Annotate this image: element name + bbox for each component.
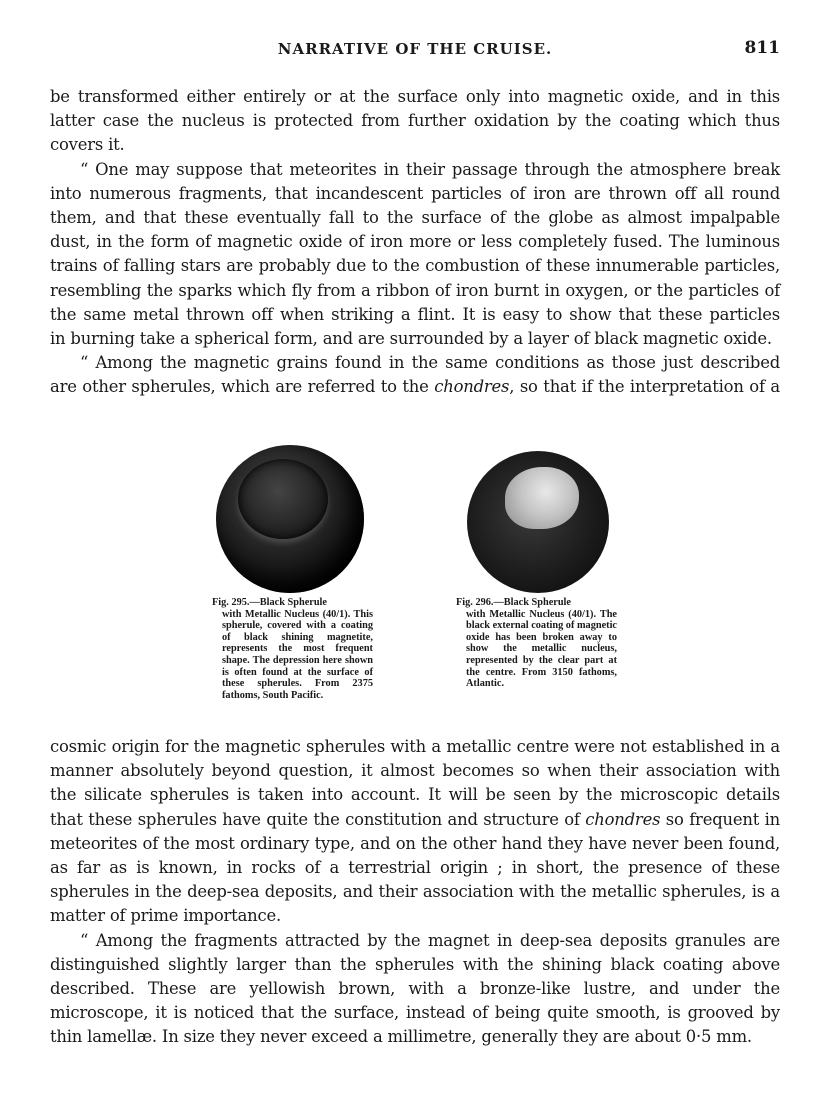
text-line: “ Among the fragments attracted by the magnet in deep-sea deposits granules are [80,930,780,950]
text-line: “ Among the magnetic grains found in the same conditions as those just described [80,353,780,373]
text-line: resembling the sparks which fly from a ribbon of iron burnt in oxygen, or the particles of [50,280,780,300]
text-line: as far as is known, in rocks of a terrestrial origin ; in short, the presence of these [50,858,780,878]
figure-295 [216,445,364,593]
text-line: into numerous fragments, that incandescent particles of iron are thrown off all round [50,183,780,203]
text-line: manner absolutely beyond question, it almost becomes so when their association with [50,761,780,781]
figure-296 [467,451,609,593]
text-line: be transformed either entirely or at the surface only into magnetic oxide, and in this [50,87,780,106]
text-line: dust, in the form of magnetic oxide of iron more or less completely fused. The luminous [50,232,780,252]
page-header [50,38,780,62]
figure-295-caption [212,597,373,701]
text-line: matter of prime importance. [50,906,281,926]
text-line: microscope, it is noticed that the surface, instead of being quite smooth, is grooved by [50,1003,780,1023]
text-line: meteorites of the most ordinary type, and on the other hand they have never been found, [50,833,780,853]
text-line: the same metal thrown off when striking a flint. It is easy to show that these particles [50,304,780,324]
text-line: that these spherules have quite the constitution and structure of chondres so frequent in [50,809,781,829]
page-number: 811 [744,38,780,58]
text-line: distinguished slightly larger than the spherules with the shining black coating above [50,954,780,974]
text-line: cosmic origin for the magnetic spherules with a metallic centre were not established in a [50,737,780,756]
text-line: spherules in the deep-sea deposits, and their association with the metallic spherules, is a [50,882,780,902]
text-line: described. These are yellowish brown, with a bronze-like lustre, and under the [50,979,780,999]
spherule-image-295 [216,445,364,593]
text-block-top [50,85,780,400]
running-title: NARRATIVE OF THE CRUISE. [277,40,553,58]
text-line: them, and that these eventually fall to the surface of the globe as almost impalpable [50,208,780,228]
text-line: “ One may suppose that meteorites in their passage through the atmosphere break [80,159,780,179]
text-block-bottom [50,735,780,1050]
caption-text: with Metallic Nucleus (40/1). The black external coating of magnetic oxide has been broken away to show the metallic nucleus, represented by the clear part at the centre. From 3150 fathoms, Atlantic. [466,608,617,690]
text-line: covers it. [50,135,125,155]
text-line: thin lamellæ. In size they never exceed a millimetre, generally they are about 0·5 mm. [50,1027,752,1047]
caption-lead: Fig. 296.—Black Spherule [456,597,571,608]
text-line: latter case the nucleus is protected from further oxidation by the coating which thus [50,111,780,131]
text-line: the silicate spherules is taken into account. It will be seen by the microscopic details [50,785,780,805]
caption-text: with Metallic Nucleus (40/1). This spherule, covered with a coating of black shining magnetite, represents the most frequent shape. The depression here shown is often found at the surface of these spherules. From 2375 fathoms, South Pacific. [222,608,373,701]
text-line: trains of falling stars are probably due to the combustion of these innumerable particles, [50,256,780,276]
figure-296-caption [456,597,617,690]
text-line: in burning take a spherical form, and are surrounded by a layer of black magnetic oxide. [50,329,772,349]
spherule-image-296 [467,451,609,593]
caption-lead: Fig. 295.—Black Spherule [212,597,327,608]
text-line: are other spherules, which are referred to the chondres, so that if the interpretation of a [50,377,780,397]
